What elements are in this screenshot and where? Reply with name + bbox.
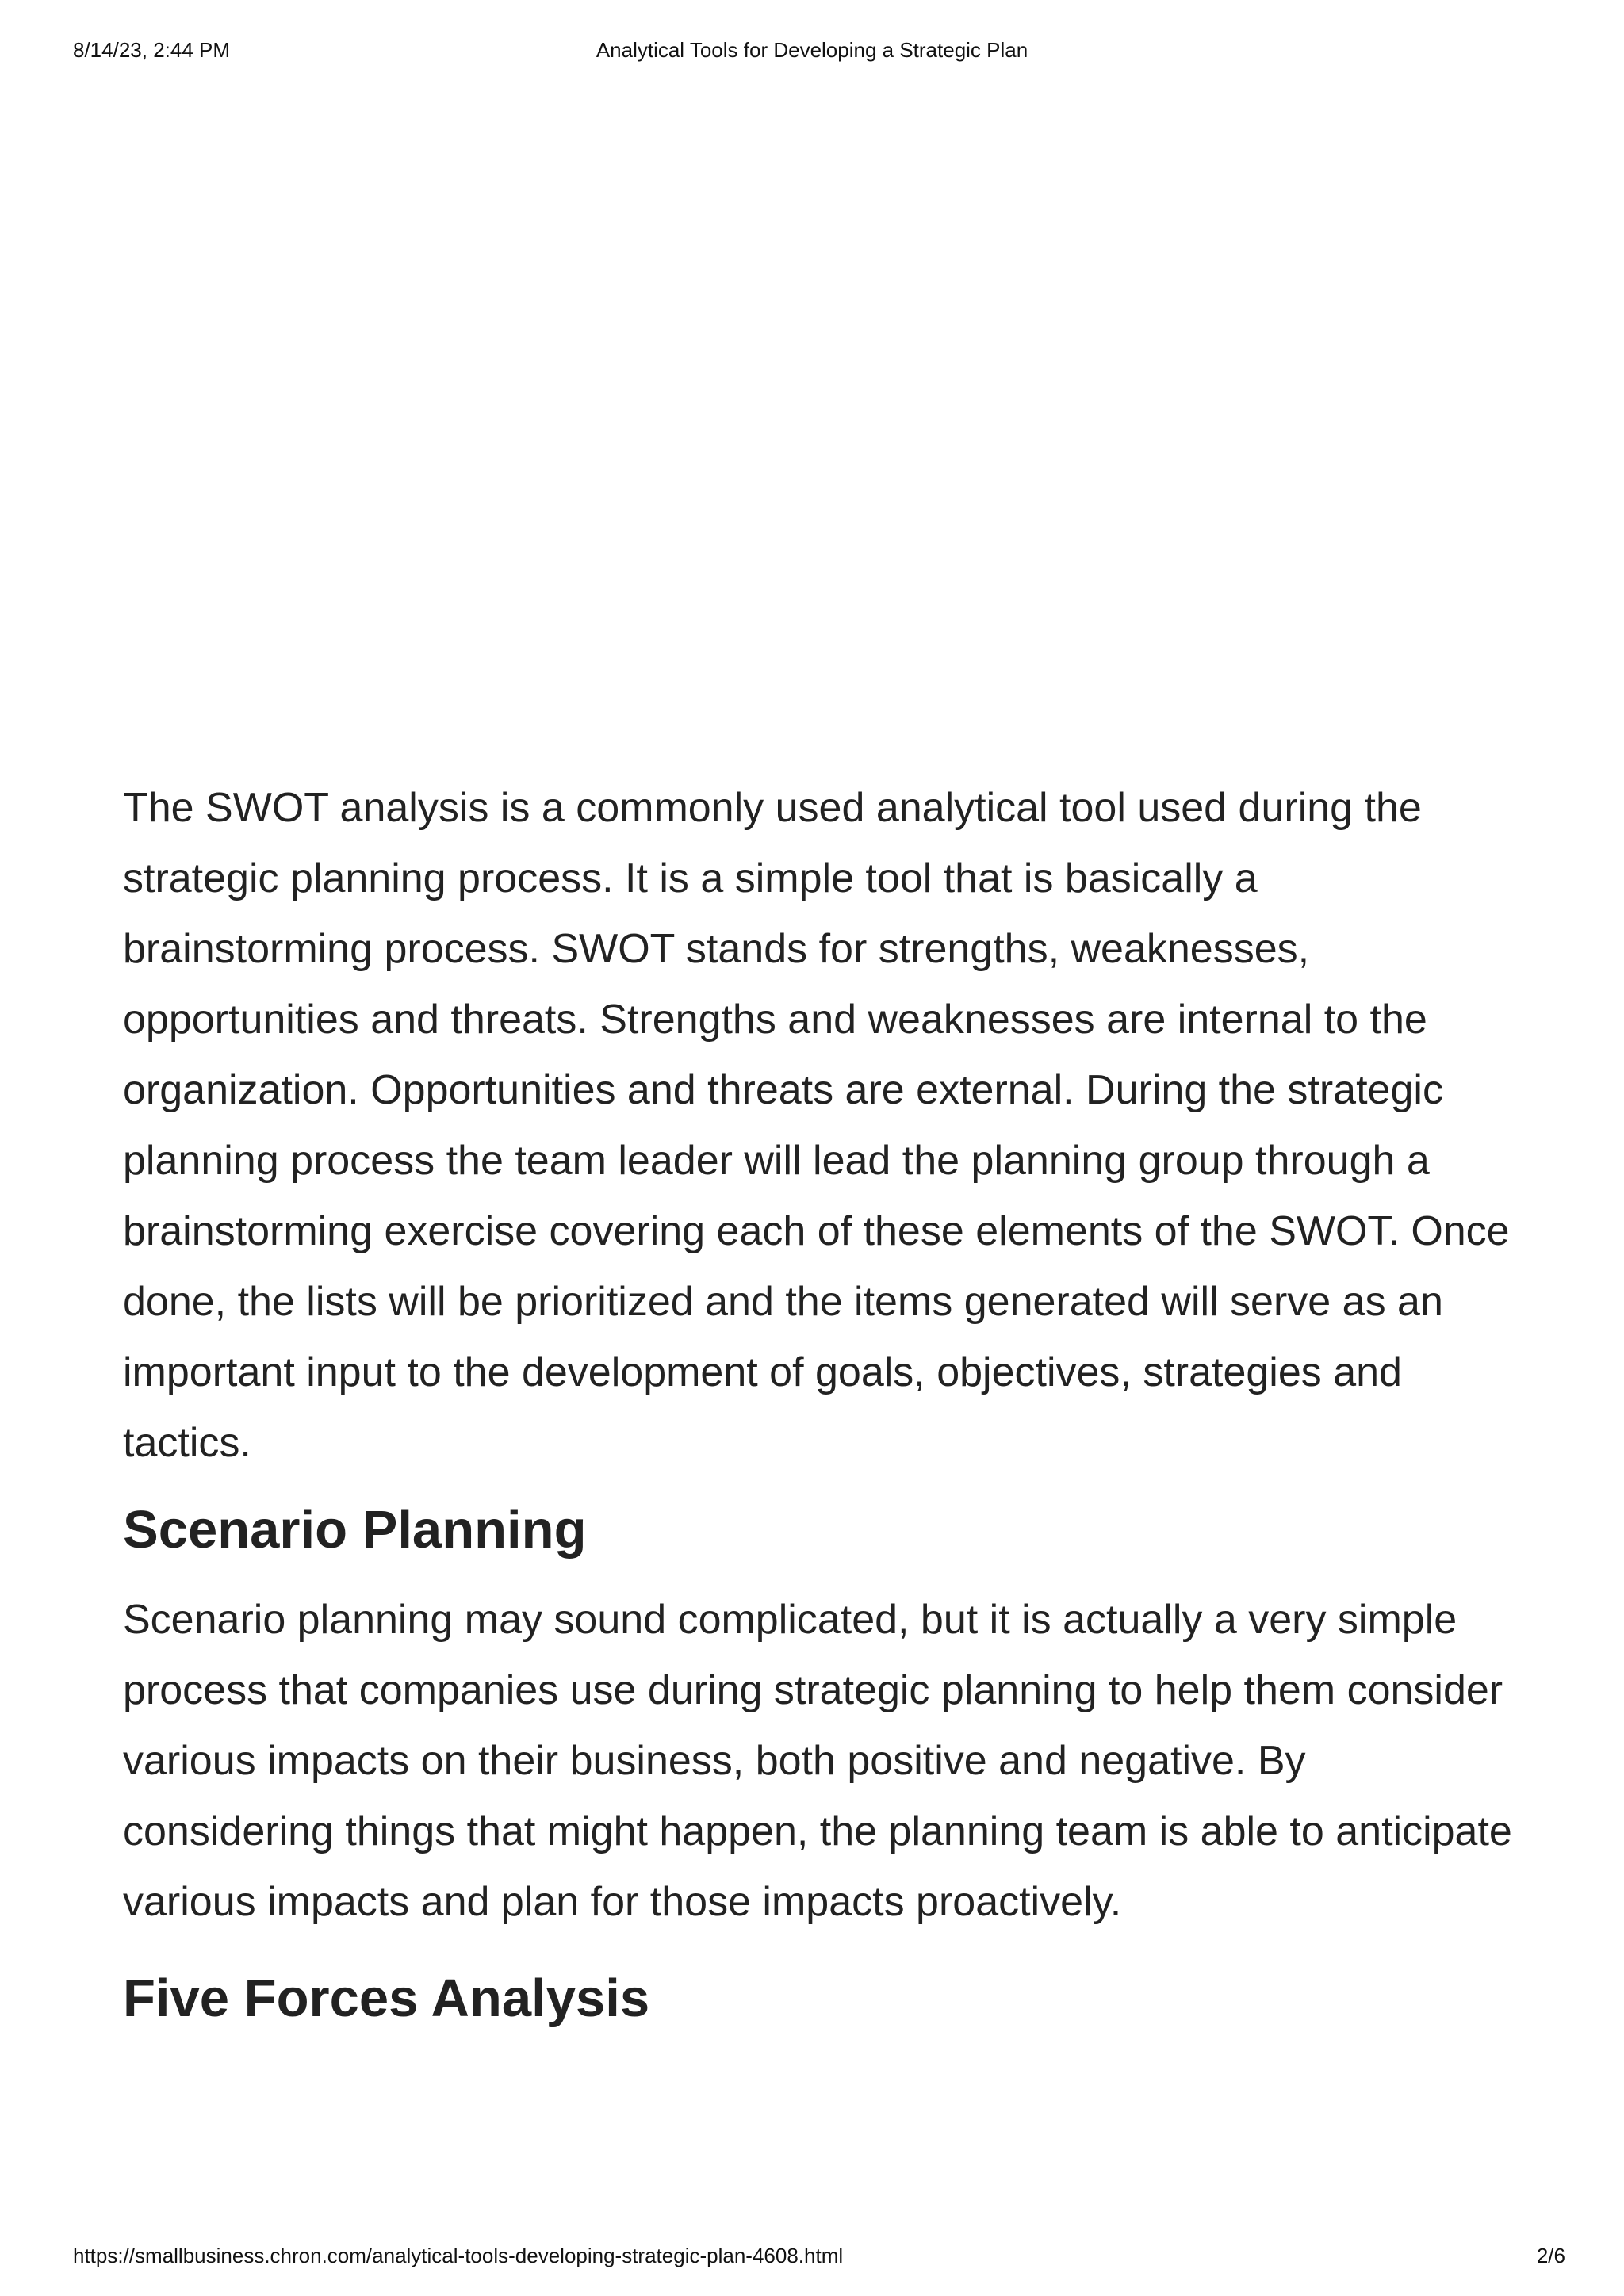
print-header (0, 38, 1624, 70)
page-url: https://smallbusiness.chron.com/analytical-tools-developing-strategic-plan-4608.html (73, 2244, 844, 2267)
print-page-title: Analytical Tools for Developing a Strategic Plan (596, 38, 1028, 62)
page-number: 2/6 (1536, 2244, 1565, 2267)
scenario-planning-paragraph: Scenario planning may sound complicated, but it is actually a very simple process that companies use during strategic planning to help them consider various impacts on their business, both positive and negative. By considering things that might happen, the planning team is able to anticipate various impacts and plan for those impacts proactively. (123, 1597, 1512, 1925)
scenario-planning-heading: Scenario Planning (123, 1500, 587, 1559)
article-body (123, 773, 1519, 2034)
five-forces-heading: Five Forces Analysis (123, 1969, 650, 2028)
print-datetime: 8/14/23, 2:44 PM (73, 38, 231, 62)
blank-ad-space (123, 87, 1503, 753)
print-footer (0, 2244, 1624, 2275)
swot-paragraph: The SWOT analysis is a commonly used analytical tool used during the strategic planning process. It is a simple tool that is basically a brainstorming process. SWOT stands for strengths, weaknesses, opportunities and threats. Strengths and weaknesses are internal to the organization. Opportunities and threats are external. During the strategic planning process the team leader will lead the planning group through a brainstorming exercise covering each of these elements of the SWOT. Once done, the lists will be prioritized and the items generated will serve as an important input to the development of goals, objectives, strategies and tactics. (123, 785, 1510, 1466)
